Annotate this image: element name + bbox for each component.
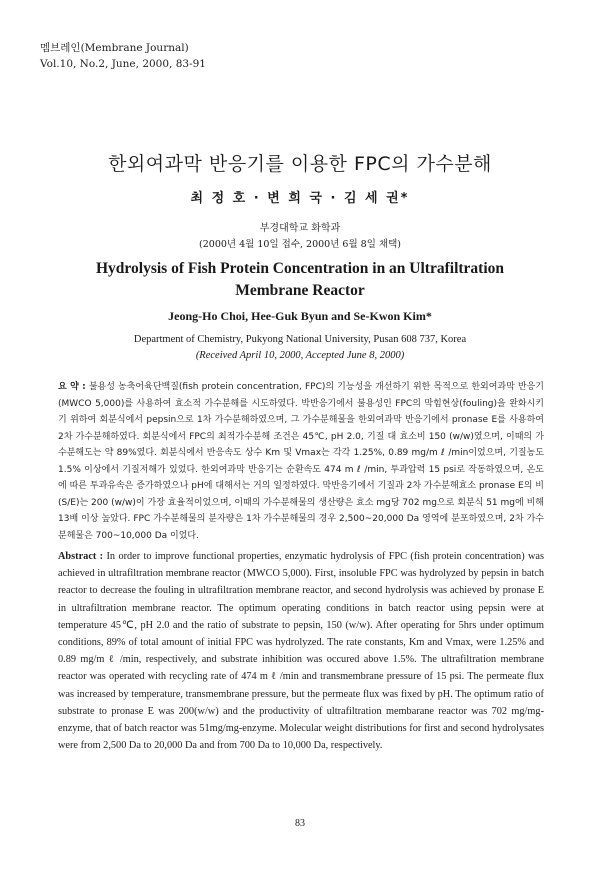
korean-dates: (2000년 4월 10일 접수, 2000년 6월 8일 채택) [199,239,401,250]
english-title-line-1: Hydrolysis of Fish Protein Concentration in an Ultrafiltration [95,260,505,277]
english-abstract-text: In order to improve functional properties, enzymatic hydrolysis of FPC (fish protein concentration) was achieved in ultrafiltration membrane reactor (MWCO 5,000). First, insoluble FPC was hydrolyzed by pepsin in batch reactor to decrease the fouling in ultrafiltration membrane reactor, and second hydrolysis was achieved by pronase E in ultrafiltration membrane reactor. The optimum operating conditions in batch reactor using pepsin were at temperature 45℃, pH 2.0 and the ratio of substrate to pepsin, 150 (w/w). After operating for 5hrs under optimum conditions, 89% of total amount of initial FPC was hydrolyzed. The rate constants, Km and Vmax, were 1.25% and 0.89 mg/m ℓ /min, respectively, and substrate inhibition was occured above 1.5%. The ultrafiltration membrane reactor was operated with recycling rate of 474 m ℓ /min and transmembrane pressure of 15 psi. The permeate flux was increased by temperature, transmembrane pressure, but the permeate flux was fixed by pH. The optimum ratio of substrate to pronase E was 200(w/w) and the productivity of ultrafiltration membarane reactor was 702 mg/mg-enzyme, that of batch reactor was 51mg/mg-enzyme. Molecular weight distributions for first and second hydrolysates were from 2,500 Da to 20,000 Da and from 700 Da to 10,000 Da, respectively. [58,551,545,752]
english-department: Department of Chemistry, Pukyong National University, Pusan 608 737, Korea [133,334,467,345]
english-abstract-label: Abstract : [58,551,104,562]
korean-authors: 최 정 호 · 변 희 국 · 김 세 권* [190,191,410,206]
korean-abstract-text: 불용성 농축어육단백질(fish protein concentration, FPC)의 기능성을 개선하기 위한 목적으로 한외여과막 반응기(MWCO 5,000)를 사용하여 효소적 가수분해를 시도하였다. 박반응기에서 불용성인 FPC의 막힘현상(fouling)을 완화시키기 위하여 회분식에서 pepsin으로 1차 가수분해하였으며, 그 가수분해물을 한외여과막 반응기에서 pronase E를 사용하여 2차 가수분해하였다. 회분식에서 FPC의 최적가수분해 조건은 45℃, pH 2.0, 기질 대 효소비 150 (w/w)였으며, 이때의 가수분해도는 약 89%였다. 회분식에서 반응속도 상수 Km 및 Vmax는 각각 1.25%, 0.89 mg/m ℓ /min이었으며, 기질농도 1.5% 이상에서 기질저해가 있었다. 한외여과막 반응기는 순환속도 474 m ℓ /min, 투과압력 15 psi로 작동하였으며, 온도에 따른 투과유속은 증가하였으나 pH에 대해서는 거의 일정하였다. 막반응기에서 기질과 2차 가수분해효소 pronase E의 비 (S/E)는 200 (w/w)이 가장 효율적이었으며, 이때의 가수분해물의 생산량은 효소 mg당 702 mg으로 회분식 51 mg에 비해 13배 이상 높았다. FPC 가수분해물의 분자량은 1차 가수분해물의 경우 2,500~20,000 Da 영역에 분포하였으며, 2차 가수분해물은 700~10,000 Da 이었다. [58,382,544,541]
korean-abstract-label: 요 약 : [58,382,86,392]
korean-abstract [58,379,544,544]
english-authors: Jeong-Ho Choi, Hee-Guk Byun and Se-Kwon Kim* [168,309,432,323]
korean-affiliation: 부경대학교 화학과 [259,223,341,234]
korean-title: 한외여과막 반응기를 이용한 FPC의 가수분해 [108,153,492,175]
english-title [0,258,600,302]
english-received-dates: (Received April 10, 2000, Accepted June 8, 2000) [195,350,405,361]
page-number: 83 [295,818,305,829]
journal-volume: Vol.10, No.2, June, 2000, 83-91 [40,58,206,70]
english-title-line-2: Membrane Reactor [235,282,365,299]
english-abstract [58,548,544,754]
journal-name: 멤브레인(Membrane Journal) [40,42,189,54]
